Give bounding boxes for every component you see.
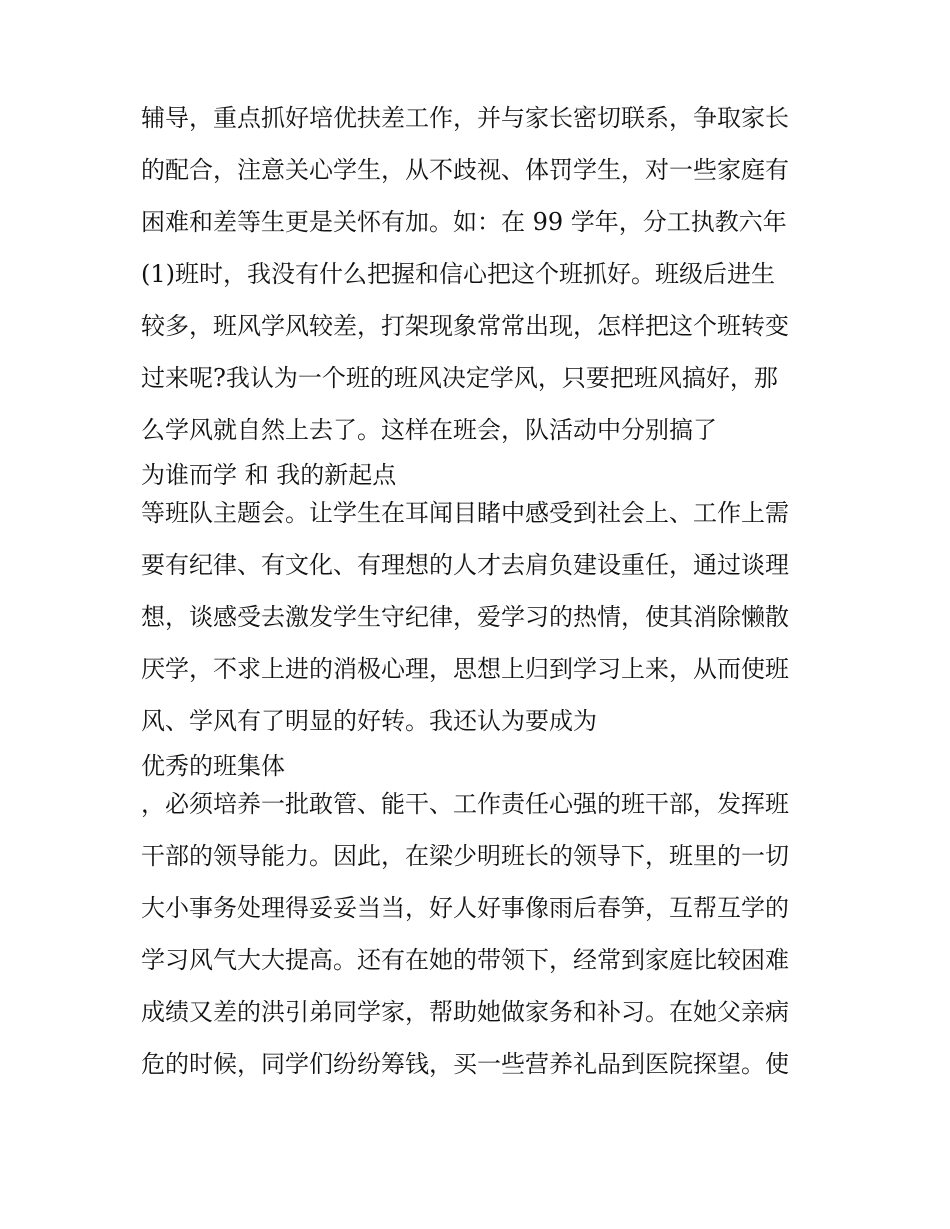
text-line: (1)班时，我没有什么把握和信心把这个班抓好。班级后进生 (141, 260, 775, 288)
text-line: 想，谈感受去激发学生守纪律，爱学习的热情，使其消除懒散 (141, 603, 789, 631)
text-line: 为谁而学 和 我的新起点 (141, 461, 397, 489)
text-line: 大小事务处理得妥妥当当，好人好事像雨后春笋，互帮互学的 (141, 894, 789, 922)
text-line: 风、学风有了明显的好转。我还认为要成为 (141, 707, 597, 735)
text-line: 辅导，重点抓好培优扶差工作，并与家长密切联系，争取家长 (141, 104, 789, 132)
text-line: 较多，班风学风较差，打架现象常常出现，怎样把这个班转变 (141, 312, 789, 340)
text-line: 危的时候，同学们纷纷筹钱，买一些营养礼品到医院探望。使 (141, 1050, 789, 1078)
text-line: ，必须培养一批敢管、能干、工作责任心强的班干部，发挥班 (141, 790, 789, 818)
text-line: 要有纪律、有文化、有理想的人才去肩负建设重任，通过谈理 (141, 551, 789, 579)
text-line: 过来呢?我认为一个班的班风决定学风，只要把班风搞好，那 (141, 364, 778, 392)
text-line: 成绩又差的洪引弟同学家，帮助她做家务和补习。在她父亲病 (141, 998, 789, 1026)
text-line: 困难和差等生更是关怀有加。如：在 99 学年，分工执教六年 (141, 208, 787, 236)
body-text (141, 106, 821, 1076)
text-line: 的配合，注意关心学生，从不歧视、体罚学生，对一些家庭有 (141, 156, 789, 184)
text-line: 厌学，不求上进的消极心理，思想上归到学习上来，从而使班 (141, 655, 789, 683)
text-line: 么学风就自然上去了。这样在班会，队活动中分别搞了 (141, 416, 717, 444)
text-line: 等班队主题会。让学生在耳闻目睹中感受到社会上、工作上需 (141, 499, 789, 527)
text-line: 优秀的班集体 (141, 752, 285, 780)
text-line: 干部的领导能力。因此，在梁少明班长的领导下，班里的一切 (141, 842, 789, 870)
text-line: 学习风气大大提高。还有在她的带领下，经常到家庭比较困难 (141, 946, 789, 974)
